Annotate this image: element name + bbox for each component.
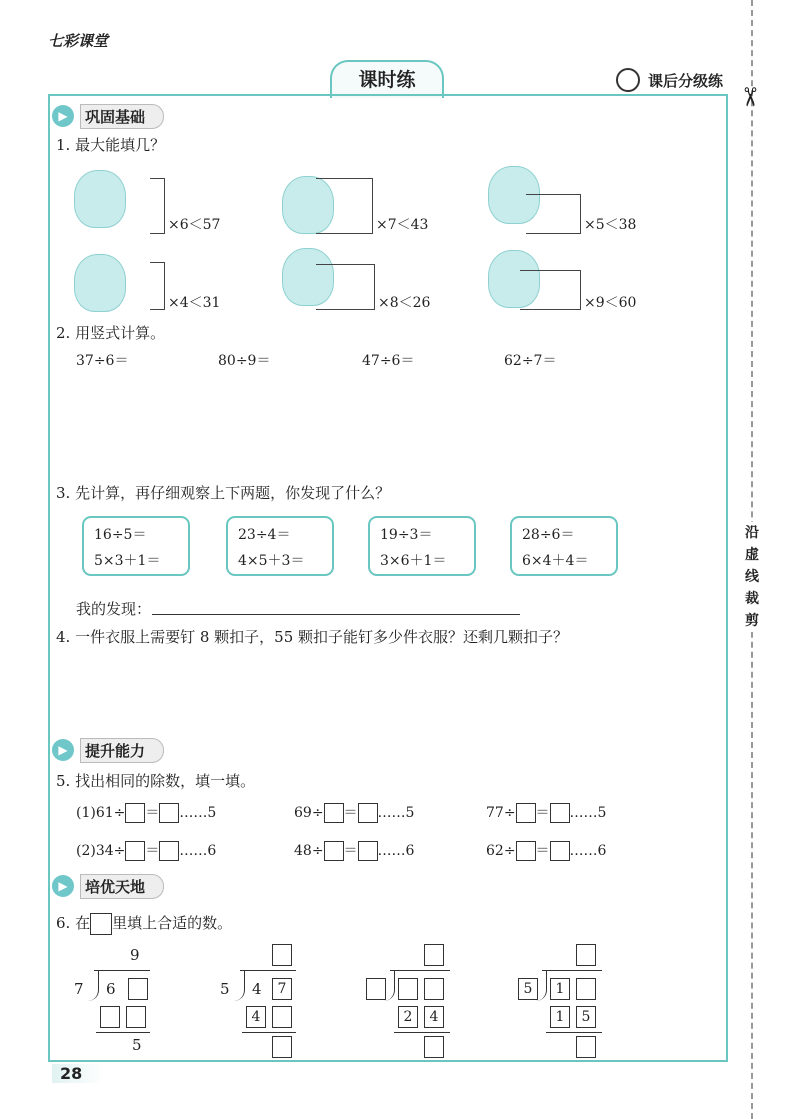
tiger-icon [74,254,126,312]
section-label: 提升能力 [80,738,164,763]
equals-sign: ＝ [535,843,550,859]
blank-box[interactable] [126,1006,146,1028]
blank-box[interactable] [424,978,444,1000]
division-bar [94,970,150,971]
remainder-text: ……5 [377,805,415,821]
question-2-title: 2. 用竖式计算。 [56,324,166,342]
play-icon: ▶ [52,105,74,127]
section-header-improve [52,738,164,762]
division-bracket [234,971,245,1001]
compare-expr: 5×3＋1＝ [94,553,161,569]
section-header-advanced [52,874,164,898]
digit-box: 7 [272,978,292,1000]
blank-box[interactable] [576,978,596,1000]
blank-box [90,913,112,935]
division-bar [240,970,296,971]
q6-title-b: 里填上合适的数。 [112,914,233,932]
ox-icon [74,170,126,228]
inequality-6: ×9＜60 [584,295,637,311]
digit-box: 2 [398,1006,418,1028]
fill-row-1-b [294,802,414,823]
answer-blank[interactable] [316,264,375,310]
blank-box[interactable] [272,1036,292,1058]
compare-box-4 [510,516,618,576]
long-division-3 [364,944,464,1064]
blank-box[interactable] [516,841,536,861]
division-3: 47÷6＝ [362,353,415,369]
answer-blank[interactable] [520,270,581,310]
blank-box[interactable] [516,803,536,823]
division-bracket [88,971,99,1001]
blank-box[interactable] [100,1006,120,1028]
equals-sign: ＝ [343,843,358,859]
finding-label: 我的发现： [76,600,152,618]
scissors-icon: ✂ [733,86,764,108]
blank-box[interactable] [576,1036,596,1058]
blank-box[interactable] [324,841,344,861]
blank-box[interactable] [366,978,386,1000]
subtraction-line [96,1032,150,1033]
digit-box: 1 [550,1006,570,1028]
blank-box[interactable] [125,841,145,861]
digit-box: 5 [576,1006,596,1028]
fill-row-1-c [486,802,606,823]
remainder-text: ……5 [179,805,217,821]
division-bar [390,970,450,971]
digit-box: 4 [424,1006,444,1028]
remainder-text: ……6 [569,843,607,859]
blank-box[interactable] [159,841,179,861]
blank-box[interactable] [424,944,444,966]
blank-box[interactable] [550,841,570,861]
division-1: 37÷6＝ [76,353,129,369]
compare-expr: 19÷3＝ [380,527,433,543]
digit-box: 1 [550,978,570,1000]
fill-expr: 62÷ [486,843,516,859]
subtraction-line [242,1032,296,1033]
compare-expr: 3×6＋1＝ [380,553,447,569]
division-bar [542,970,602,971]
page-title: 课时练 [330,60,444,98]
blank-box[interactable] [272,1006,292,1028]
compare-expr: 23÷4＝ [238,527,291,543]
fill-expr: 77÷ [486,805,516,821]
answer-blank[interactable] [526,194,581,234]
blank-box[interactable] [424,1036,444,1058]
divisor: 7 [74,980,84,998]
question-3-title: 3. 先计算，再仔细观察上下两题，你发现了什么？ [56,484,391,502]
quotient: 9 [130,946,140,964]
blank-box[interactable] [125,803,145,823]
question-5-title: 5. 找出相同的除数，填一填。 [56,772,256,790]
inequality-1: ×6＜57 [168,217,221,233]
inequality-3: ×5＜38 [584,217,637,233]
fill-expr: 69÷ [294,805,324,821]
blank-box[interactable] [128,978,148,1000]
division-4: 62÷7＝ [504,353,557,369]
long-division-4 [516,944,616,1064]
grade-label [618,70,723,91]
q6-title-a: 6. 在 [56,914,91,932]
remainder: 5 [132,1036,142,1054]
long-division-1 [70,944,170,1064]
compare-expr: 16÷5＝ [94,527,147,543]
compare-expr: 4×5＋3＝ [238,553,305,569]
remainder-text: ……5 [569,805,607,821]
equals-sign: ＝ [145,805,160,821]
compare-box-3 [368,516,476,576]
question-1-title: 1. 最大能填几？ [56,136,166,154]
answer-blank[interactable] [316,178,373,234]
section-header-basics [52,104,164,128]
fill-row-2-b [294,840,414,861]
digit-box: 5 [518,978,538,1000]
inequality-5: ×8＜26 [378,295,431,311]
compare-box-2 [226,516,334,576]
fill-row-2-c [486,840,606,861]
finding-answer-line[interactable] [152,614,520,615]
grade-label-text: 课后分级练 [648,72,724,90]
subtraction-line [394,1032,450,1033]
blank-box[interactable] [358,841,378,861]
dividend-digit: 4 [252,980,262,998]
blank-box[interactable] [358,803,378,823]
brand-logo: 七彩课堂 [48,32,109,50]
compare-expr: 6×4＋4＝ [522,553,589,569]
answer-blank[interactable] [150,262,165,310]
equals-sign: ＝ [535,805,550,821]
digit-box: 4 [246,1006,266,1028]
inequality-2: ×7＜43 [376,217,429,233]
inequality-4: ×4＜31 [168,295,221,311]
play-icon: ▶ [52,739,74,761]
compare-expr: 28÷6＝ [522,527,575,543]
fill-expr: 48÷ [294,843,324,859]
fill-row-1-a [76,802,216,823]
page-number: 28 [52,1064,104,1083]
blank-box[interactable] [324,803,344,823]
question-4-title: 4. 一件衣服上需要钉 8 颗扣子，55 颗扣子能钉多少件衣服？还剩几颗扣子？ [56,628,569,646]
blank-box[interactable] [550,803,570,823]
blank-box[interactable] [272,944,292,966]
fill-expr: (1)61÷ [76,805,126,821]
section-label: 培优天地 [80,874,164,899]
subtraction-line [546,1032,602,1033]
equals-sign: ＝ [343,805,358,821]
remainder-text: ……6 [377,843,415,859]
blank-box[interactable] [159,803,179,823]
blank-box[interactable] [576,944,596,966]
equals-sign: ＝ [145,843,160,859]
question-6-title [56,912,232,935]
section-label: 巩固基础 [80,104,164,129]
divisor: 5 [220,980,230,998]
remainder-text: ……6 [179,843,217,859]
play-icon: ▶ [52,875,74,897]
long-division-2 [216,944,316,1064]
fill-row-2-a [76,840,216,861]
cut-label: 沿虚线裁剪 [741,522,763,632]
blank-box[interactable] [398,978,418,1000]
dividend-digit: 6 [106,980,116,998]
answer-blank[interactable] [150,178,165,234]
division-2: 80÷9＝ [218,353,271,369]
fill-expr: (2)34÷ [76,843,126,859]
compare-box-1 [82,516,190,576]
